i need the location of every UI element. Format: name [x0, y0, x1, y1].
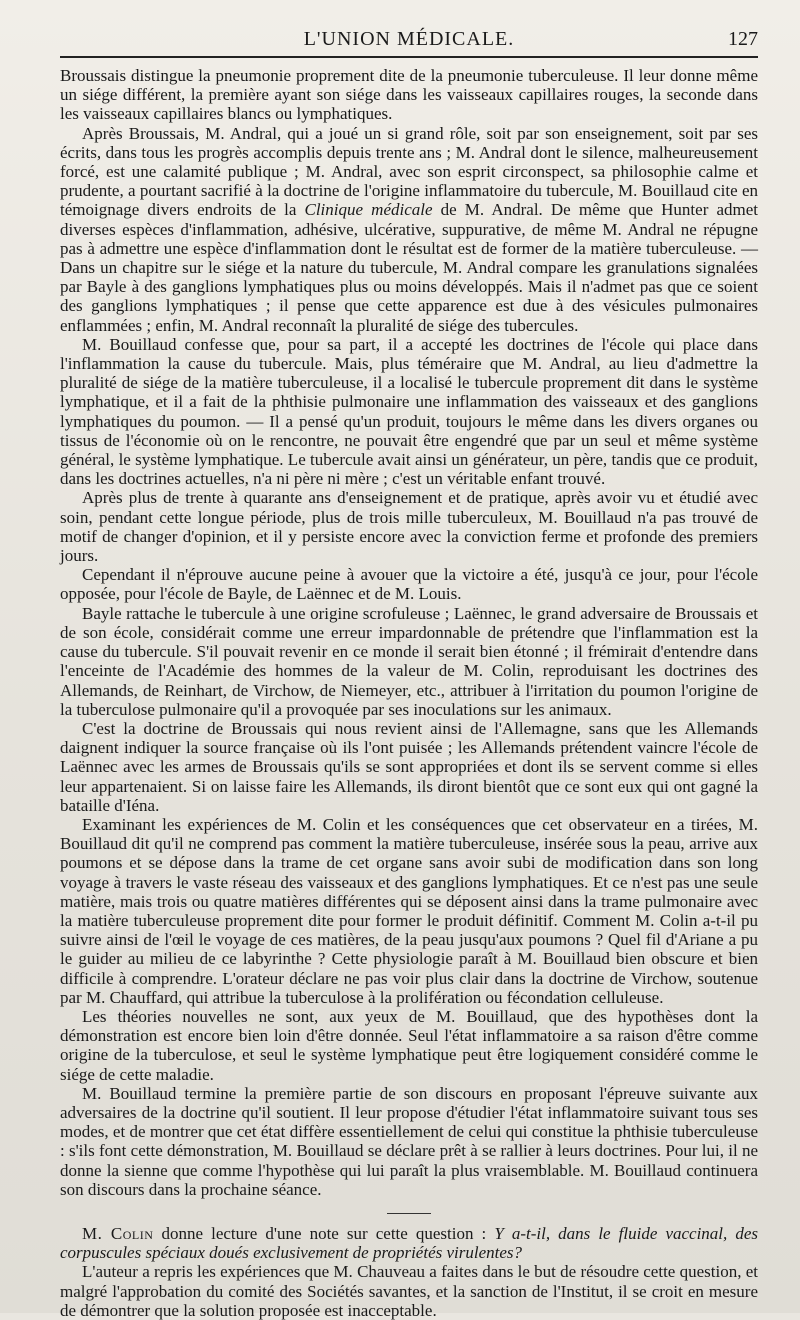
- note-question: Y a-t-il, dans le fluide vaccinal, des corpuscules spéciaux doués exclusivement de propriétés virulentes?: [60, 1223, 758, 1263]
- note-paragraph: [60, 1224, 758, 1262]
- article-body: [60, 66, 758, 1199]
- note-paragraph: L'auteur a repris les expériences que M. Chauveau a faites dans le but de résoudre cette question, et malgré l'approbation du comité des Sociétés savantes, et la sanction de l'Institut, il se croit en mesure de démontrer que la solution proposée est inacceptable.: [60, 1262, 758, 1320]
- paragraph: [60, 124, 758, 335]
- paragraph: Bayle rattache le tubercule à une origine scrofuleuse ; Laënnec, le grand adversaire de Broussais et de son école, considérait comme une erreur impardonnable de prétendre que l'inflammation est la cause du tubercule. S'il pouvait revenir en ce monde il serait bien étonné ; il frémirait d'entendre dans l'enceinte de l'Académie des hommes de la valeur de M. Colin, reproduisant les doctrines des Allemands, de Reinhart, de Virchow, de Niemeyer, etc., attribuer à l'irritation du poumon l'origine de la tuberculose pulmonaire qu'il a provoquée par ses inoculations sur les animaux.: [60, 603, 758, 719]
- paragraph: Les théories nouvelles ne sont, aux yeux de M. Bouillaud, que des hypothèses dont la démonstration est encore bien loin d'être donnée. Seul l'état inflammatoire a sa raison d'être comme origine de la tuberculose, et seul le système lymphatique peut être logiquement considéré comme le siége de cette maladie.: [60, 1006, 758, 1084]
- paragraph: Cependant il n'éprouve aucune peine à avouer que la victoire a été, jusqu'à ce jour, pour l'école opposée, pour l'école de Bayle, de Laënnec et de M. Louis.: [60, 565, 758, 604]
- paragraph: Après plus de trente à quarante ans d'enseignement et de pratique, après avoir vu et étudié avec soin, pendant cette longue période, plus de trois mille tuberculeux, M. Bouillaud n'a pas trouvé de motif de changer d'opinion, et il y persiste encore avec la conviction ferme et profonde des premiers jours.: [60, 488, 758, 566]
- page-header: [60, 22, 758, 58]
- paragraph: Examinant les expériences de M. Colin et les conséquences que cet observateur en a tirées, M. Bouillaud dit qu'il ne comprend pas comment la matière tuberculeuse, insérée sous la peau, arrive aux poumons et se dépose dans la trame de cet organe sans avoir subi de modification dans son long voyage à travers le vaste réseau des vaisseaux et des ganglions lymphatiques. Et ce n'est pas une seule matière, mais trois ou quatre matières différentes qui se déposent ainsi dans la trame pulmonaire avec la matière tuberculeuse proprement dite pour former le produit définitif. Comment M. Colin a-t-il pu suivre ainsi de l'œil le voyage de ces matières, de la peau jusqu'aux poumons ? Quel fil d'Ariane a pu le guider au milieu de ce labyrinthe ? Cette physiologie paraît à M. Bouillaud bien obscure et bien difficile à comprendre. L'orateur déclare ne pas voir plus clair dans la doctrine de Virchow, soutenue par M. Chauffard, qui attribue la tuberculose à la prolifération ou fécondation celluleuse.: [60, 814, 758, 1007]
- paragraph: Broussais distingue la pneumonie proprement dite de la pneumonie tuberculeuse. Il leur donne même un siége différent, la première ayant son siége dans les vaisseaux capillaires rouges, la seconde dans les vaisseaux capillaires blancs ou lymphatiques.: [60, 66, 758, 124]
- paragraph: M. Bouillaud confesse que, pour sa part, il a accepté les doctrines de l'école qui place dans l'inflammation la cause du tubercule. Mais, plus téméraire que M. Andral, au lieu d'admettre la pluralité de siége de la matière tuberculeuse, il a localisé le tubercule proprement dit dans le système lymphatique, et il a fait de la phthisie pulmonaire une inflammation des vaisseaux et des ganglions lymphatiques du poumon. — Il a pensé qu'un produit, toujours le même dans les divers organes ou tissus de l'économie où on le rencontre, ne pouvait être engendré que par un seul et même système général, le système lymphatique. Le tubercule avait ainsi un générateur, un père, tandis que ce produit, dans les doctrines actuelles, n'a ni père ni mère ; c'est un véritable enfant trouvé.: [60, 334, 758, 489]
- book-title: Clinique médicale: [304, 200, 433, 220]
- note-intro: donne lecture d'une note sur cette question :: [153, 1223, 495, 1243]
- page-number: 127: [728, 28, 758, 50]
- paragraph: M. Bouillaud termine la première partie de son discours en proposant l'épreuve suivante aux adversaires de la doctrine qu'il soutient. Il leur propose d'étudier l'état inflammatoire suivant tous ses modes, et de montrer que cet état diffère essentiellement de celui qui constitue la phthisie tuberculeuse : s'ils font cette démonstration, M. Bouillaud se déclare prêt à se rallier à leurs doctrines. Pour lui, il ne donne la sienne que comme l'hypothèse qui lui paraît la plus vraisemblable. M. Bouillaud continuera son discours dans la prochaine séance.: [60, 1083, 758, 1199]
- paragraph-text: de M. Andral. De même que Hunter admet diverses espèces d'inflammation, adhésive, ulcérative, suppurative, de même M. Andral ne répugne pas à admettre une espèce d'inflammation dont le résultat est de former de la matière tuberculeuse. — Dans un chapitre sur le siége et la nature du tubercule, M. Andral compare les granulations signalées par Bayle à des ganglions lymphatiques plus ou moins développés. Mais il n'admet pas que ce soient des ganglions lymphatiques ; il pense que cette apparence est due à des vésicules pulmonaires enflammées ; enfin, M. Andral reconnaît la pluralité de siége des tubercules.: [60, 200, 759, 335]
- paragraph: C'est la doctrine de Broussais qui nous revient ainsi de l'Allemagne, sans que les Allemands daignent indiquer la source française où ils l'ont puisée ; les Allemands prétendent vaincre l'école de Laënnec avec les armes de Broussais qu'ils se sont appropriées et dont ils se servent comme si elles leur appartenaient. Si on laisse faire les Allemands, ils diront bientôt que ce sont eux qui ont gagné la bataille d'Iéna.: [60, 718, 758, 815]
- note-section: [60, 1224, 758, 1320]
- speaker-name: M. Colin: [82, 1223, 154, 1243]
- paragraph-text: Après Broussais, M. Andral, qui a joué un si grand rôle, soit par son enseignement, soit par ses écrits, dans tous les progrès accomplis depuis trente ans ; M. Andral dont le silence, malheureusement forcé, est une calamité publique ; M. Andral, avec son esprit circonspect, sa philosophie calme et prudente, a pourtant sacrifié à la doctrine de l'origine inflammatoire du tubercule, M. Bouillaud cite en témoignage divers endroits de la: [60, 123, 758, 220]
- running-title: L'UNION MÉDICALE.: [303, 28, 515, 50]
- section-separator: [387, 1213, 431, 1214]
